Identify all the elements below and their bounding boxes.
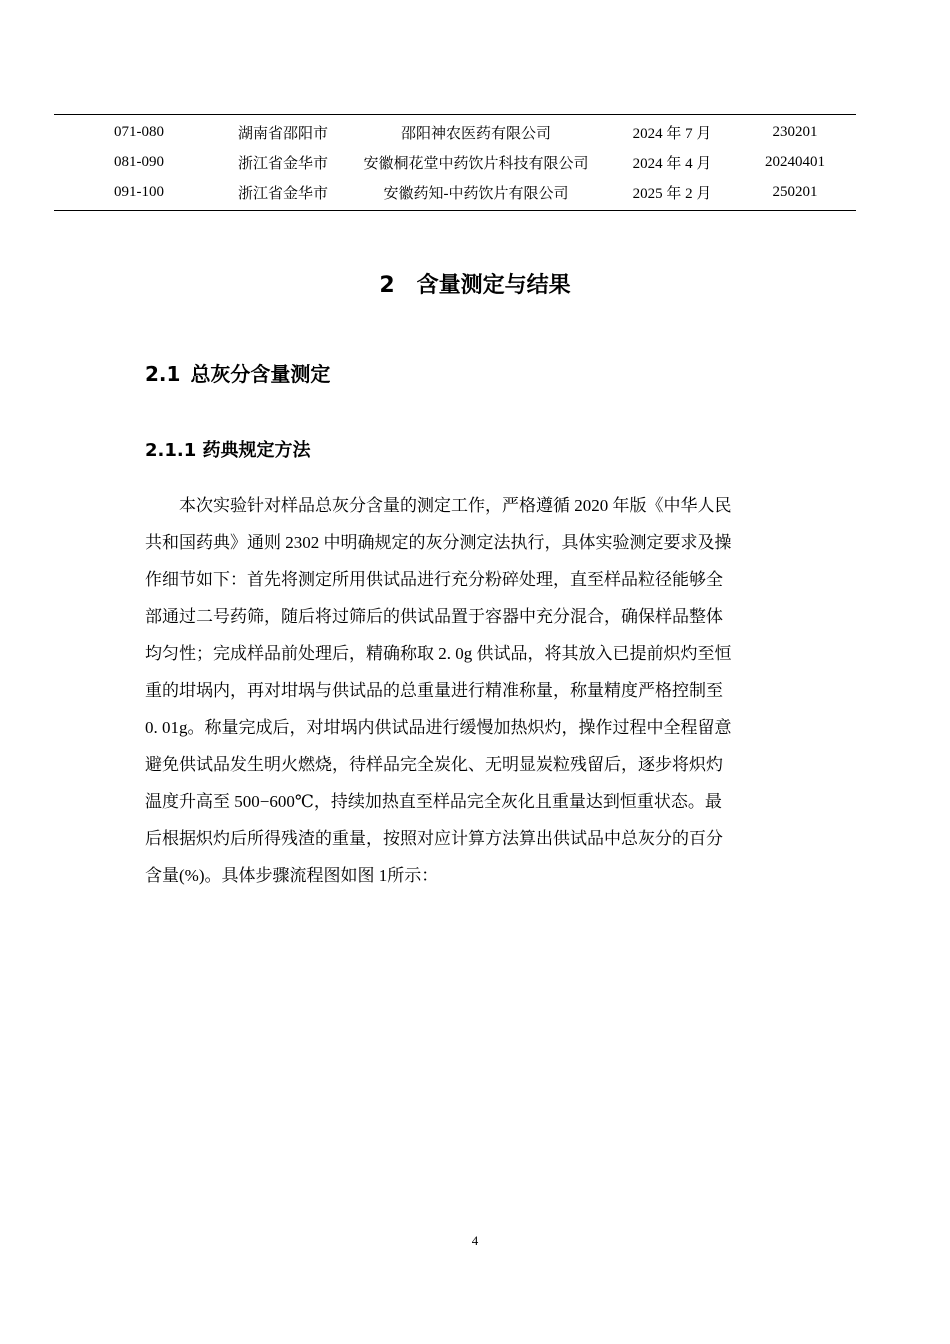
table-cell-supplier: 邵阳神农医药有限公司 [400, 125, 551, 142]
table-cell-origin: 湖南省邵阳市 [237, 125, 328, 142]
paragraph-line: 作细节如下：首先将测定所用供试品进行充分粉碎处理，直至样品粒径能够全 [145, 570, 723, 589]
sample-source-table [54, 114, 856, 211]
paragraph-line: 共和国药典》通则 2302 中明确规定的灰分测定法执行，具体实验测定要求及操 [145, 533, 732, 552]
subsection-title: 总灰分含量测定 [190, 362, 331, 386]
table-cell-date: 2025 年 2 月 [632, 185, 712, 202]
table-row [54, 177, 856, 207]
table-cell-batch: 250201 [772, 183, 818, 200]
table-cell-batch: 230201 [772, 123, 818, 140]
table-cell-sample-no: 091-100 [114, 183, 164, 200]
table-cell-origin: 浙江省金华市 [237, 185, 328, 202]
section-number: 2 [379, 273, 395, 298]
paragraph-line: 均匀性；完成样品前处理后，精确称取 2. 0g 供试品，将其放入已提前炽灼至恒 [145, 644, 732, 663]
subsection-number: 2.1 [145, 362, 181, 386]
table-row [54, 147, 856, 177]
table-cell-batch: 20240401 [765, 153, 825, 170]
table-row [54, 117, 856, 147]
paragraph-line: 部通过二号药筛，随后将过筛后的供试品置于容器中充分混合，确保样品整体 [145, 607, 723, 626]
subsubsection-heading: 2.1.1 药典规定方法 [145, 440, 311, 461]
page-number: 4 [471, 1233, 479, 1248]
table-cell-date: 2024 年 4 月 [632, 155, 712, 172]
paragraph-line: 本次实验针对样品总灰分含量的测定工作，严格遵循 2020 年版《中华人民 [145, 496, 732, 515]
subsection-heading [145, 358, 330, 387]
paragraph-line: 含量(%)。具体步骤流程图如图 1所示： [145, 866, 439, 885]
table-cell-sample-no: 071-080 [114, 123, 164, 140]
paragraph-line: 重的坩埚内，再对坩埚与供试品的总重量进行精准称量，称量精度严格控制至 [145, 681, 723, 700]
paragraph-line: 0. 01g。称量完成后，对坩埚内供试品进行缓慢加热炽灼，操作过程中全程留意 [145, 718, 732, 737]
method-paragraph [145, 487, 805, 894]
section-title: 含量测定与结果 [416, 273, 571, 298]
paragraph-line: 后根据炽灼后所得残渣的重量，按照对应计算方法算出供试品中总灰分的百分 [145, 829, 723, 848]
table-cell-supplier: 安徽桐花堂中药饮片科技有限公司 [363, 155, 589, 172]
table-cell-sample-no: 081-090 [114, 153, 164, 170]
table-cell-date: 2024 年 7 月 [632, 125, 712, 142]
table-cell-supplier: 安徽药知-中药饮片有限公司 [383, 185, 569, 202]
paragraph-line: 避免供试品发生明火燃烧，待样品完全炭化、无明显炭粒残留后，逐步将炽灼 [145, 755, 723, 774]
table-cell-origin: 浙江省金华市 [237, 155, 328, 172]
paragraph-line: 温度升高至 500−600℃，持续加热直至样品完全灰化且重量达到恒重状态。最 [145, 792, 722, 811]
section-heading [0, 268, 950, 299]
